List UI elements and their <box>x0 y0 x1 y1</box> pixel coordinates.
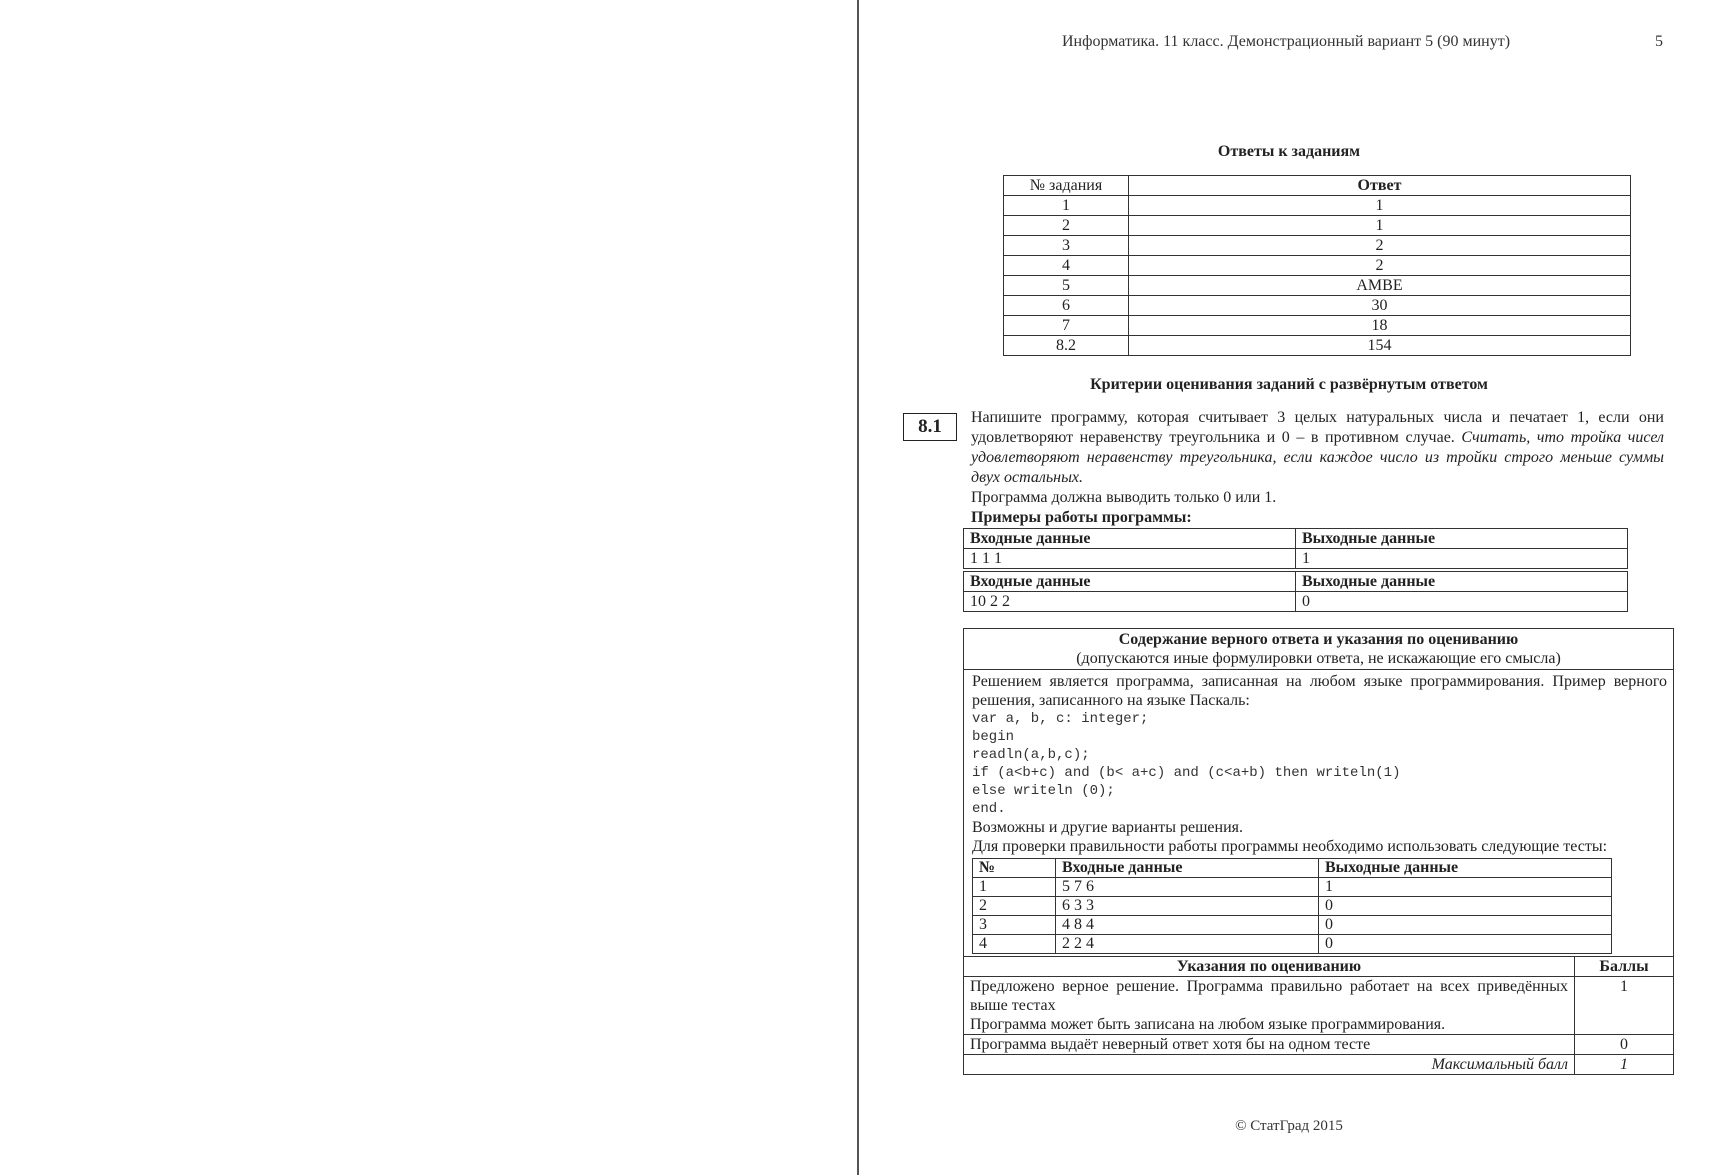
answer-task-cell: 5 <box>1004 276 1129 296</box>
answer-task-cell: 7 <box>1004 316 1129 336</box>
example-output-label: Выходные данные <box>1296 529 1628 549</box>
test-output: 1 <box>1319 878 1612 897</box>
code-line: end. <box>972 801 1006 817</box>
answers-row <box>1004 316 1631 336</box>
test-num: 2 <box>973 897 1056 916</box>
answer-task-cell: 3 <box>1004 236 1129 256</box>
grading-points: 0 <box>1575 1035 1674 1055</box>
code-line: begin <box>972 729 1015 745</box>
grading-row <box>964 977 1673 1035</box>
tests-col-input: Входные данные <box>1056 859 1319 878</box>
task-text-plain: Напишите программу, которая считывает 3 целых натуральных числа и печатает 1, если они удовлетворяют неравенству треугольника и 0 – в противном случае. <box>971 409 1664 446</box>
answer-value-cell: 18 <box>1129 316 1631 336</box>
examples-table <box>963 528 1628 612</box>
grading-col-points: Баллы <box>1575 957 1674 977</box>
code-line: readln(a,b,c); <box>972 747 1090 763</box>
criteria-title: Критерии оценивания заданий с развёрнутым ответом <box>1090 376 1488 393</box>
tests-col-output: Выходные данные <box>1319 859 1612 878</box>
code-line: else writeln (0); <box>972 783 1115 799</box>
tests-table <box>972 858 1612 954</box>
answer-task-cell: 4 <box>1004 256 1129 276</box>
code-line: if (a<b+c) and (b< a+c) and (c<a+b) then writeln(1) <box>972 765 1401 781</box>
grading-row <box>964 1035 1673 1055</box>
solution-tests-intro: Для проверки правильности работы программы необходимо использовать следующие тесты: <box>972 838 1608 855</box>
answers-row <box>1004 216 1631 236</box>
example-output-value: 0 <box>1296 592 1628 612</box>
answers-row <box>1004 276 1631 296</box>
answer-task-cell: 2 <box>1004 216 1129 236</box>
task-output-note: Программа должна выводить только 0 или 1. <box>971 489 1277 506</box>
answers-row <box>1004 236 1631 256</box>
example-input-label: Входные данные <box>964 529 1296 549</box>
answer-value-cell: 1 <box>1129 216 1631 236</box>
grading-text-extra: Программа может быть записана на любом языке программирования. <box>970 1016 1446 1033</box>
test-num: 1 <box>973 878 1056 897</box>
answers-row <box>1004 296 1631 316</box>
grading-max-label: Максимальный балл <box>964 1055 1575 1075</box>
grading-max-value: 1 <box>1575 1055 1674 1075</box>
answers-row <box>1004 336 1631 356</box>
solution-head-subtitle: (допускаются иные формулировки ответа, не искажающие его смысла) <box>1076 650 1561 667</box>
answer-value-cell: 2 <box>1129 256 1631 276</box>
left-blank-page <box>0 0 858 1175</box>
page-header-title: Информатика. 11 класс. Демонстрационный вариант 5 (90 минут) <box>1062 33 1511 50</box>
task-number-box: 8.1 <box>903 413 957 441</box>
grading-points: 1 <box>1575 977 1674 1035</box>
answer-value-cell: 1 <box>1129 196 1631 216</box>
solution-block <box>963 628 1674 1075</box>
tests-col-num: № <box>973 859 1056 878</box>
task-text-italic: Считать, что тройка чисел удовлетворяют неравенству треугольника, если каждое число из тройки строго меньше суммы двух остальных. <box>971 429 1665 486</box>
answer-task-cell: 1 <box>1004 196 1129 216</box>
test-num: 3 <box>973 916 1056 935</box>
example-value-row <box>964 549 1628 569</box>
task-statement <box>971 408 1664 508</box>
example-input-value: 1 1 1 <box>964 549 1296 569</box>
test-row <box>973 878 1612 897</box>
answer-value-cell: AMBE <box>1129 276 1631 296</box>
page-divider <box>857 0 859 1175</box>
example-value-row <box>964 592 1628 612</box>
test-output: 0 <box>1319 935 1612 954</box>
document-page <box>860 0 1718 1175</box>
grading-table <box>964 956 1673 1074</box>
test-input: 2 2 4 <box>1056 935 1319 954</box>
grading-header-row <box>964 957 1673 977</box>
grading-max-row <box>964 1055 1673 1075</box>
test-output: 0 <box>1319 916 1612 935</box>
code-line: var a, b, c: integer; <box>972 711 1149 727</box>
solution-header <box>964 629 1673 670</box>
test-num: 4 <box>973 935 1056 954</box>
solution-head-title: Содержание верного ответа и указания по оцениванию <box>1118 631 1519 648</box>
answers-title: Ответы к заданиям <box>1217 143 1361 160</box>
answers-row <box>1004 196 1631 216</box>
example-header-row <box>964 572 1628 592</box>
test-row <box>973 935 1612 954</box>
answer-value-cell: 154 <box>1129 336 1631 356</box>
example-output-value: 1 <box>1296 549 1628 569</box>
example-output-label: Выходные данные <box>1296 572 1628 592</box>
answers-table <box>1003 175 1631 356</box>
tests-header-row <box>973 859 1612 878</box>
solution-intro: Решением является программа, записанная на любом языке программирования. Пример верного решения, записанного на языке Паскаль: <box>972 673 1667 709</box>
grading-text-cell <box>964 977 1575 1035</box>
answers-col-task: № задания <box>1004 176 1129 196</box>
grading-text: Предложено верное решение. Программа правильно работает на всех приведённых выше тестах <box>970 978 1568 1014</box>
example-header-row <box>964 529 1628 549</box>
test-row <box>973 916 1612 935</box>
test-row <box>973 897 1612 916</box>
answer-value-cell: 2 <box>1129 236 1631 256</box>
grading-text-cell <box>964 1035 1575 1055</box>
grading-text: Программа выдаёт неверный ответ хотя бы на одном тесте <box>970 1036 1371 1053</box>
answers-row <box>1004 256 1631 276</box>
examples-title: Примеры работы программы: <box>971 509 1192 526</box>
test-input: 6 3 3 <box>1056 897 1319 916</box>
example-input-label: Входные данные <box>964 572 1296 592</box>
page-footer: © СтатГрад 2015 <box>1235 1118 1343 1134</box>
example-input-value: 10 2 2 <box>964 592 1296 612</box>
page-number: 5 <box>1655 33 1663 50</box>
test-output: 0 <box>1319 897 1612 916</box>
solution-body <box>964 670 1673 956</box>
answers-col-answer: Ответ <box>1129 176 1631 196</box>
test-input: 4 8 4 <box>1056 916 1319 935</box>
grading-col-instructions: Указания по оцениванию <box>964 957 1575 977</box>
solution-code <box>972 710 1667 818</box>
answer-task-cell: 8.2 <box>1004 336 1129 356</box>
solution-other-variants: Возможны и другие варианты решения. <box>972 819 1243 836</box>
answers-header-row <box>1004 176 1631 196</box>
answer-value-cell: 30 <box>1129 296 1631 316</box>
answer-task-cell: 6 <box>1004 296 1129 316</box>
test-input: 5 7 6 <box>1056 878 1319 897</box>
